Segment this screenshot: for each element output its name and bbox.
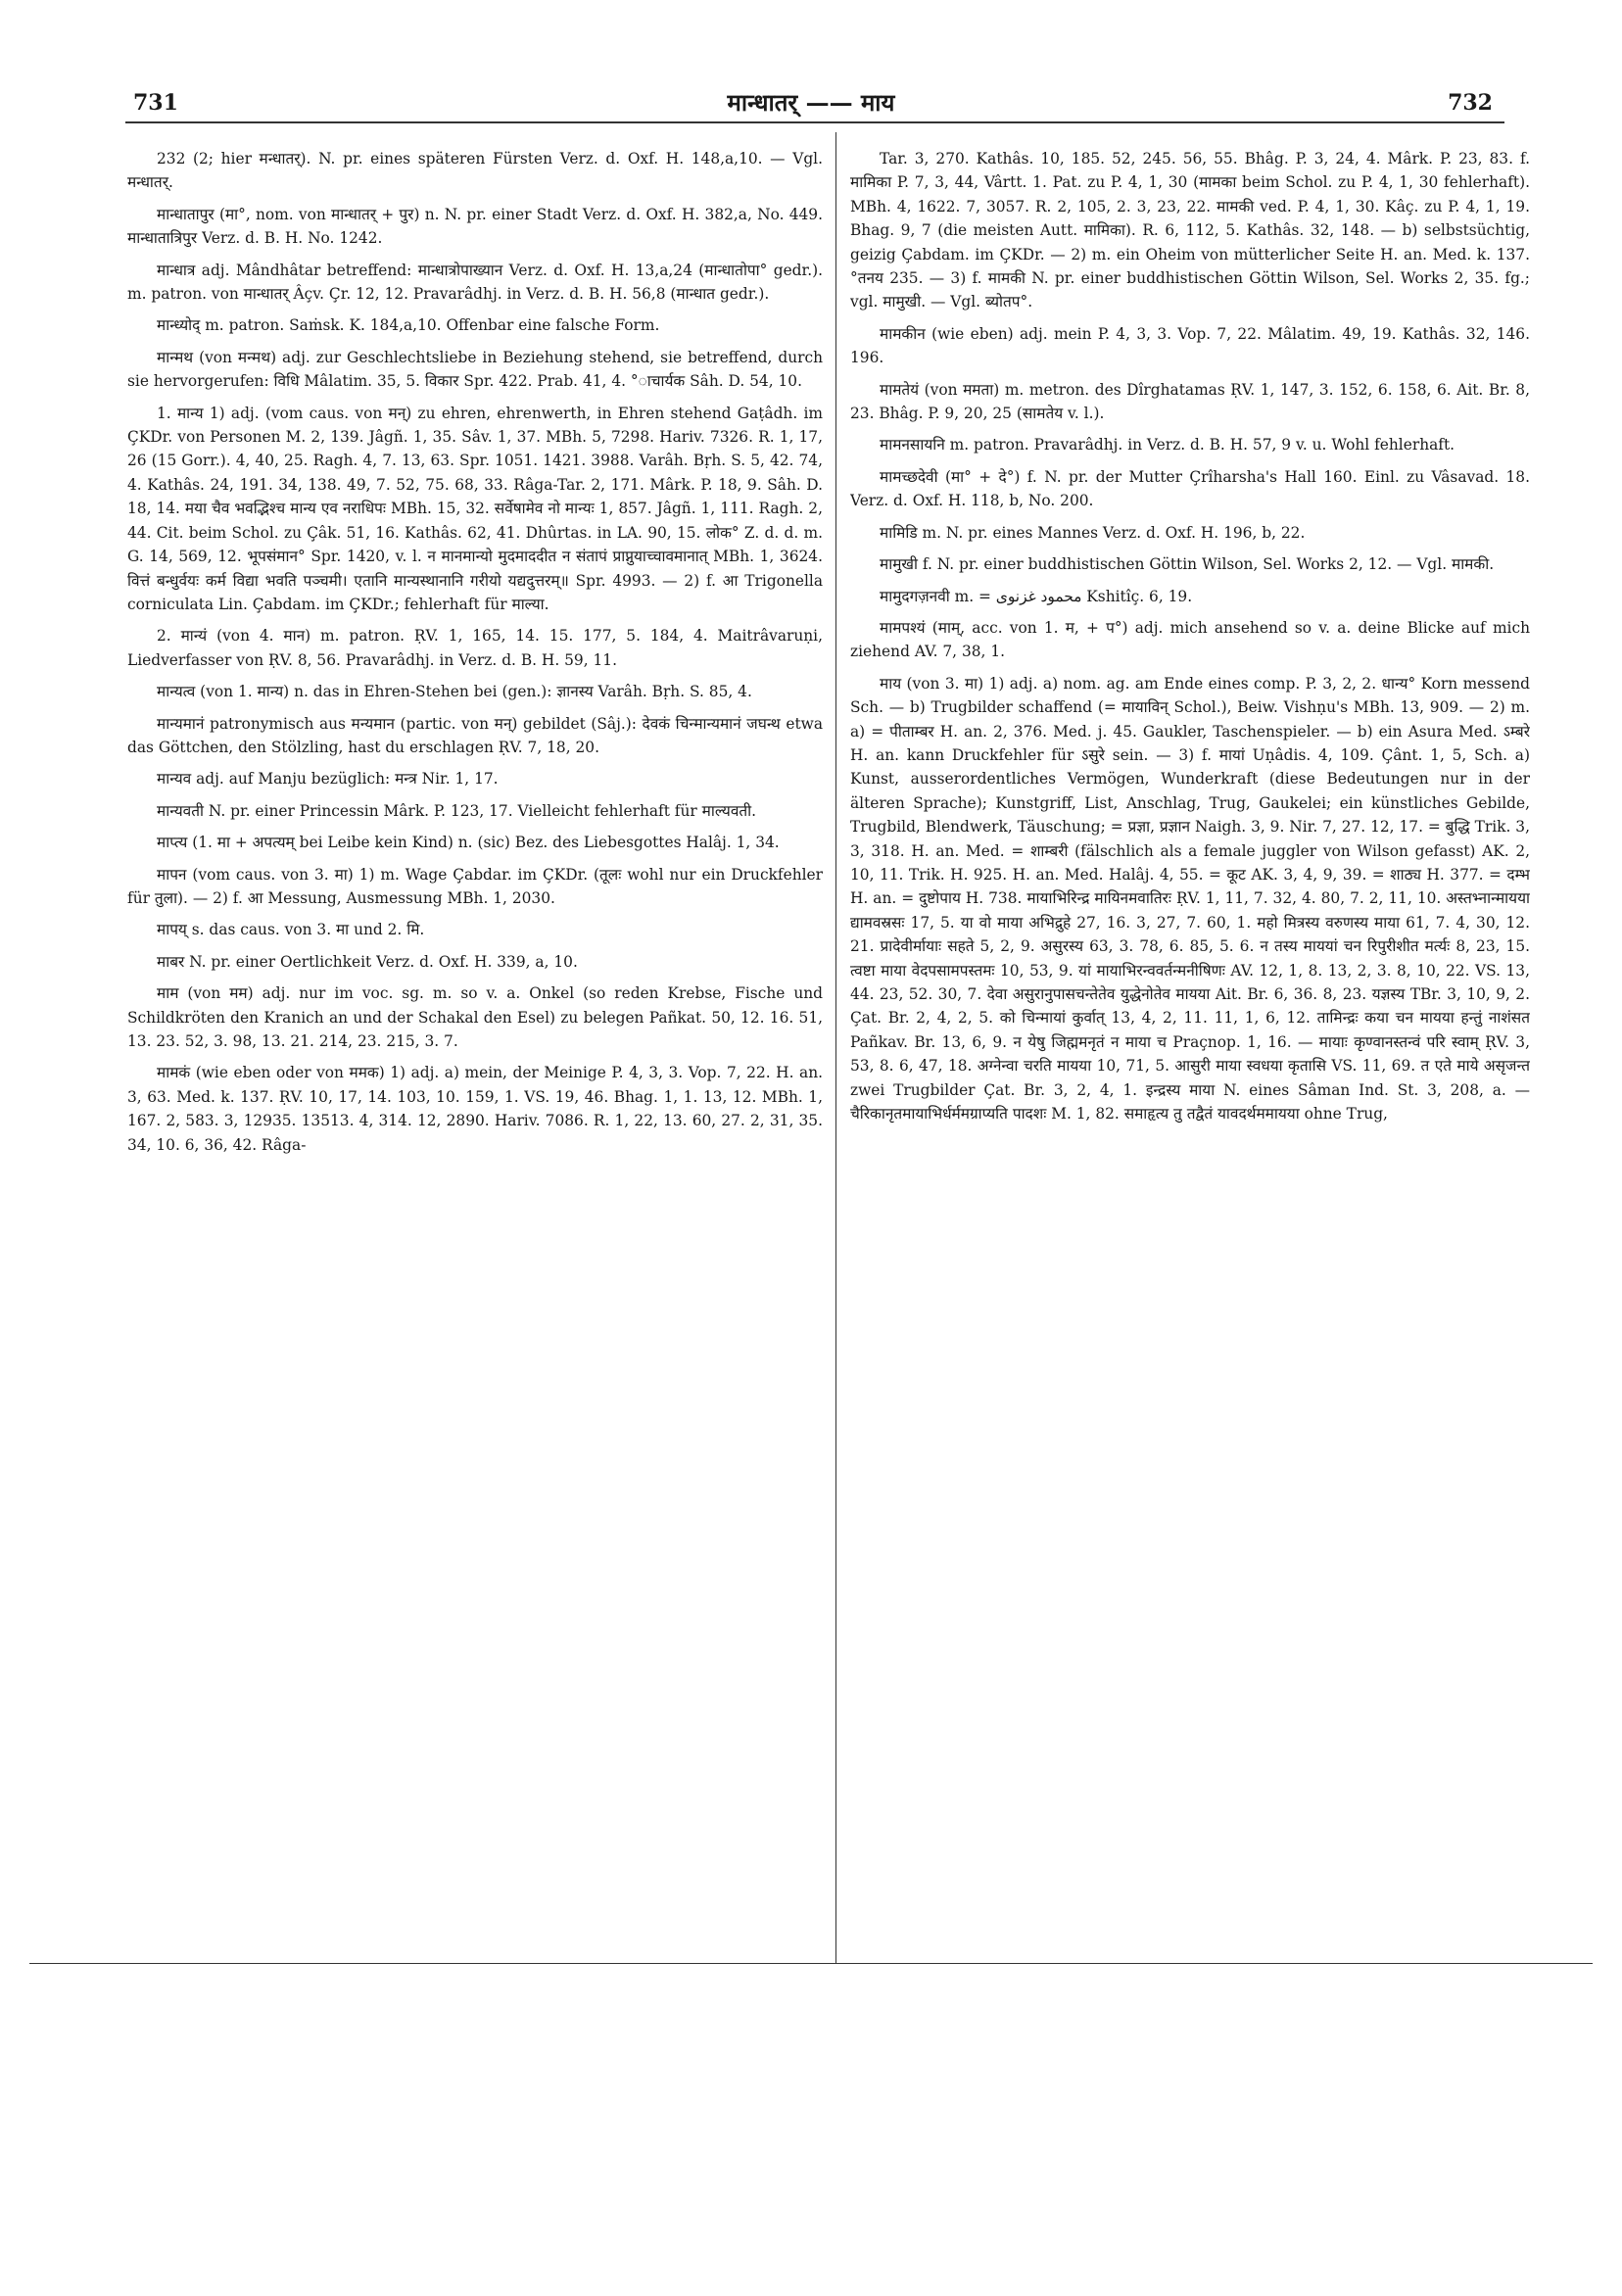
dictionary-entry: 232 (2; hier मन्धातर्). N. pr. eines späteren Fürsten Verz. d. Oxf. H. 148,a,10. — Vgl. मन्धातर्.	[127, 150, 823, 192]
dictionary-entry: मामुदगज़नवी m. = محمود غزنوی Kshitîç. 6, 19.	[880, 587, 1193, 605]
dictionary-entry: मान्धात्र adj. Mândhâtar betreffend: मान्धात्रोपाख्यान Verz. d. Oxf. H. 13,a,24 (मान्धातोपा° gedr.). m. patron. von मान्धातर् Âçv. Çr. 12, 12. Pravarâdhj. in Verz. d. B. H. 56,8 (मान्धात gedr.).	[127, 261, 823, 304]
dictionary-entry: मामपश्यं (माम्, acc. von 1. म, + प°) adj. mich ansehend so v. a. deine Blicke auf mich ziehend AV. 7, 38, 1.	[850, 618, 1530, 661]
dictionary-entry: मान्यव adj. auf Manju bezüglich: मन्त्र Nir. 1, 17.	[157, 770, 499, 789]
dictionary-entry: मान्यत्व (von 1. मान्य) n. das in Ehren-Stehen bei (gen.): ज्ञानस्य Varâh. Bṛh. S. 85, 4.	[157, 683, 752, 701]
dictionary-entry: 2. मान्यं (von 4. मान) m. patron. ṚV. 1, 165, 14. 15. 177, 5. 184, 4. Maitrâvaruṇi, Liedverfasser von ṚV. 8, 56. Pravarâdhj. in Verz. d. B. H. 59, 11.	[127, 627, 823, 669]
dictionary-entry: 1. मान्य 1) adj. (vom caus. von मन्) zu ehren, ehrenwerth, in Ehren stehend Gaṭâdh. im ÇKDr. von Personen M. 2, 139. Jâgñ. 1, 35. Sâv. 1, 37. MBh. 5, 7298. Hariv. 7326. R. 1, 17, 26 (15 Gorr.). 4, 40, 25. Ragh. 4, 7. 13, 63. Spr. 1051. 1421. 3988. Varâh. Bṛh. S. 5, 42. 74, 4. Kathâs. 24, 191. 34, 138. 49, 7. 52, 75. 68, 33. Râga-Tar. 2, 171. Mârk. P. 18, 9. Sâh. D. 18, 14. मया चैव भवद्भिश्च मान्य एव नराधिपः MBh. 15, 32. सर्वेषामेव नो मान्यः 1, 857. Jâgñ. 1, 111. Ragh. 2, 44. Cit. beim Schol. zu Çâk. 51, 16. Kathâs. 62, 41. Dhûrtas. in LA. 90, 15. लोक° Z. d. d. m. G. 14, 569, 12. भूपसंमान° Spr. 1420, v. l. न मानमान्यो मुदमाददीत न संतापं प्राप्नुयाच्चावमानात् MBh. 1, 3624. वित्तं बन्धुर्वयः कर्म विद्या भवति पञ्चमी। एतानि मान्यस्थानानि गरीयो यद्यदुत्तरम्॥ Spr. 4993. — 2) f. आ Trigonella corniculata Lin. Çabdam. im ÇKDr.; fehlerhaft für माल्या.	[127, 404, 823, 613]
dictionary-entry: माम (von मम) adj. nur im voc. sg. m. so v. a. Onkel (so reden Krebse, Fische und Schildkröten den Kranich an und der Schakal den Esel) zu belegen Pañkat. 50, 12. 16. 51, 13. 23. 52, 3. 98, 13. 21. 214, 23. 215, 3. 7.	[127, 984, 823, 1050]
dictionary-entry: मामुखी f. N. pr. einer buddhistischen Göttin Wilson, Sel. Works 2, 12. — Vgl. मामकी.	[880, 555, 1495, 574]
dictionary-entry: माप्त्य (1. मा + अपत्यम् bei Leibe kein Kind) n. (sic) Bez. des Liebesgottes Halâj. 1, 34.	[157, 834, 780, 852]
dictionary-entry: मान्धातापुर (मा°, nom. von मान्धातर् + पुर) n. N. pr. einer Stadt Verz. d. Oxf. H. 382,a, No. 449. मान्धातात्रिपुर Verz. d. B. H. No. 1242.	[127, 205, 823, 248]
dictionary-entry: मापन (vom caus. von 3. मा) 1) m. Wage Çabdar. im ÇKDr. (तूलः wohl nur ein Druckfehler für तुला). — 2) f. आ Messung, Ausmessung MBh. 1, 2030.	[127, 865, 823, 907]
right-column	[850, 147, 1530, 1930]
dictionary-entry: मापय् s. das caus. von 3. मा und 2. मि.	[157, 921, 425, 939]
dictionary-entry: मामकीन (wie eben) adj. mein P. 4, 3, 3. Vop. 7, 22. Mâlatim. 49, 19. Kathâs. 32, 146. 196.	[850, 324, 1530, 367]
dictionary-entry: मान्ध्योद् m. patron. Saṁsk. K. 184,a,10. Offenbar eine falsche Form.	[157, 316, 660, 335]
footer-rule	[29, 1963, 1593, 1964]
dictionary-entry: माय (von 3. मा) 1) adj. a) nom. ag. am Ende eines comp. P. 3, 2, 2. धान्य° Korn messend Sch. — b) Trugbilder schaffend (= मायाविन् Schol.), Beiw. Vishṇu's MBh. 13, 909. — 2) m. a) = पीताम्बर H. an. 2, 376. Med. j. 45. Gaukler, Taschenspieler. — b) ein Asura Med. ऽम्बरे H. an. kann Druckfehler für ऽसुरे sein. — 3) f. मायां Uṇâdis. 4, 109. Çânt. 1, 5, Sch. a) Kunst, ausserordentliches Vermögen, Wunderkraft (diese Bedeutungen nur in der älteren Sprache); Kunstgriff, List, Anschlag, Trug, Gaukelei; ein künstliches Gebilde, Trugbild, Blendwerk, Täuschung; = प्रज्ञा, प्रज्ञान Naigh. 3, 9. Nir. 7, 27. 12, 17. = बुद्धि Trik. 3, 3, 318. H. an. Med. = शाम्बरी (fälschlich als a female juggler von Wilson gefasst) AK. 2, 10, 11. Trik. H. 925. H. an. Med. Halâj. 4, 55. = कूट AK. 3, 4, 9, 39. = शाठ्य H. 377. = दम्भ H. an. = दुष्टोपाय H. 738. मायाभिरिन्द्र मायिनमवातिरः ṚV. 1, 11, 7. 32, 4. 80, 7. 2, 11, 10. अस्तभ्नान्मायया द्यामवस्रसः 17, 5. या वो माया अभिद्रुहे 27, 16. 3, 27, 7. 60, 1. महो मित्रस्य वरुणस्य माया 61, 7. 4, 30, 12. 21. प्रादेवीर्मायाः सहते 5, 2, 9. असुरस्य 63, 3. 78, 6. 85, 5. 6. न तस्य माययां चन रिपुरीशीत मर्त्यः 8, 23, 15. त्वष्टा माया वेदपसामपस्तमः 10, 53, 9. यां मायाभिरन्ववर्तन्मनीषिणः AV. 12, 1, 8. 13, 2, 3. 8, 10, 22. VS. 13, 44. 23, 52. 30, 7. देवा असुरानुपासचन्तेतेव युद्धेनोतेव मायया Ait. Br. 6, 36. 8, 23. यज्ञस्य TBr. 3, 10, 9, 2. Çat. Br. 2, 4, 2, 5. को चिन्मायां कुर्वात् 13, 4, 2, 11. 11, 1, 6, 12. तामिन्द्रः कया चन मायया हन्तुं नाशंसत Pañkav. Br. 13, 6, 9. न येषु जिह्ममनृतं न माया च Praçnop. 1, 16. — मायाः कृण्वानस्तन्वं परि स्वाम् ṚV. 3, 53, 8. 6, 47, 18. अग्नेन्वा चरति मायया 10, 71, 5. आसुरी माया स्वधया कृतासि VS. 11, 69. त एते माये असृजन्त zwei Trugbilder Çat. Br. 3, 2, 4, 1. इन्द्रस्य माया N. eines Sâman Ind. St. 3, 208, a. — चैरिकानृतमायाभिर्धर्ममग्राप्यति पादशः M. 1, 82. समाहृत्य तु तद्वैतं यावदर्थममायया ohne Trug,	[850, 674, 1530, 1124]
dictionary-entry: मान्यवती N. pr. einer Princessin Mârk. P. 123, 17. Vielleicht fehlerhaft für माल्यवती.	[157, 801, 757, 820]
dictionary-entry: मामतेयं (von ममता) m. metron. des Dîrghatamas ṚV. 1, 147, 3. 152, 6. 158, 6. Ait. Br. 8, 23. Bhâg. P. 9, 20, 25 (सामतेय v. l.).	[850, 380, 1530, 423]
header-rule	[125, 121, 1504, 123]
dictionary-entry: मामच्छदेवी (मा° + दे°) f. N. pr. der Mutter Çrîharsha's Hall 160. Einl. zu Vâsavad. 18. Verz. d. Oxf. H. 118, b, No. 200.	[850, 467, 1530, 510]
dictionary-entry: मान्मथ (von मन्मथ) adj. zur Geschlechtsliebe in Beziehung stehend, sie betreffend, durch sie hervorgerufen: विधि Mâlatim. 35, 5. विकार Spr. 422. Prab. 41, 4. °ाचार्यक Sâh. D. 54, 10.	[127, 348, 823, 391]
right-page-number: 732	[1448, 90, 1493, 116]
dictionary-entry: मामिडि m. N. pr. eines Mannes Verz. d. Oxf. H. 196, b, 22.	[880, 523, 1306, 542]
left-page-number: 731	[133, 90, 178, 116]
dictionary-entry: माबर N. pr. einer Oertlichkeit Verz. d. Oxf. H. 339, a, 10.	[157, 952, 578, 971]
dictionary-entry: मामकं (wie eben oder von ममक) 1) adj. a) mein, der Meinige P. 4, 3, 3. Vop. 7, 22. H. an. 3, 63. Med. k. 137. ṚV. 10, 17, 14. 103, 10. 159, 1. VS. 19, 46. Bhag. 1, 1. 13, 12. MBh. 1, 167. 2, 583. 3, 12935. 13513. 4, 314. 12, 2890. Hariv. 7086. R. 1, 22, 13. 60, 27. 2, 31, 35. 34, 10. 6, 36, 42. Râga-	[127, 1064, 823, 1154]
running-title: मान्धातर् —— माय	[727, 88, 895, 117]
page-header	[125, 90, 1497, 129]
dictionary-entry: Tar. 3, 270. Kathâs. 10, 185. 52, 245. 56, 55. Bhâg. P. 3, 24, 4. Mârk. P. 23, 83. f. मामिका P. 7, 3, 44, Vârtt. 1. Pat. zu P. 4, 1, 30 (मामका beim Schol. zu P. 4, 1, 30 fehlerhaft). MBh. 4, 1622. 7, 3057. R. 2, 105, 2. 3, 23, 22. मामकी ved. P. 4, 1, 30. Kâç. zu P. 4, 1, 19. Bhag. 9, 7 (die meisten Autt. मामिका). R. 6, 112, 5. Kathâs. 32, 148. — b) selbstsüchtig, geizig Çabdam. im ÇKDr. — 2) m. ein Oheim von mütterlicher Seite H. an. Med. k. 137. °तनय 235. — 3) f. मामकी N. pr. einer buddhistischen Göttin Wilson, Sel. Works 2, 35. fg.; vgl. मामुखी. — Vgl. ब्योतप°.	[850, 150, 1530, 311]
dictionary-entry: मान्यमानं patronymisch aus मन्यमान (partic. von मन्) gebildet (Sâj.): देवकं चिन्मान्यमानं जघन्थ etwa das Göttchen, den Stölzling, hast du erschlagen ṚV. 7, 18, 20.	[127, 714, 823, 756]
dictionary-entry: मामनसायनि m. patron. Pravarâdhj. in Verz. d. B. H. 57, 9 v. u. Wohl fehlerhaft.	[880, 436, 1455, 454]
column-divider	[835, 132, 836, 1964]
left-column	[127, 147, 823, 1930]
